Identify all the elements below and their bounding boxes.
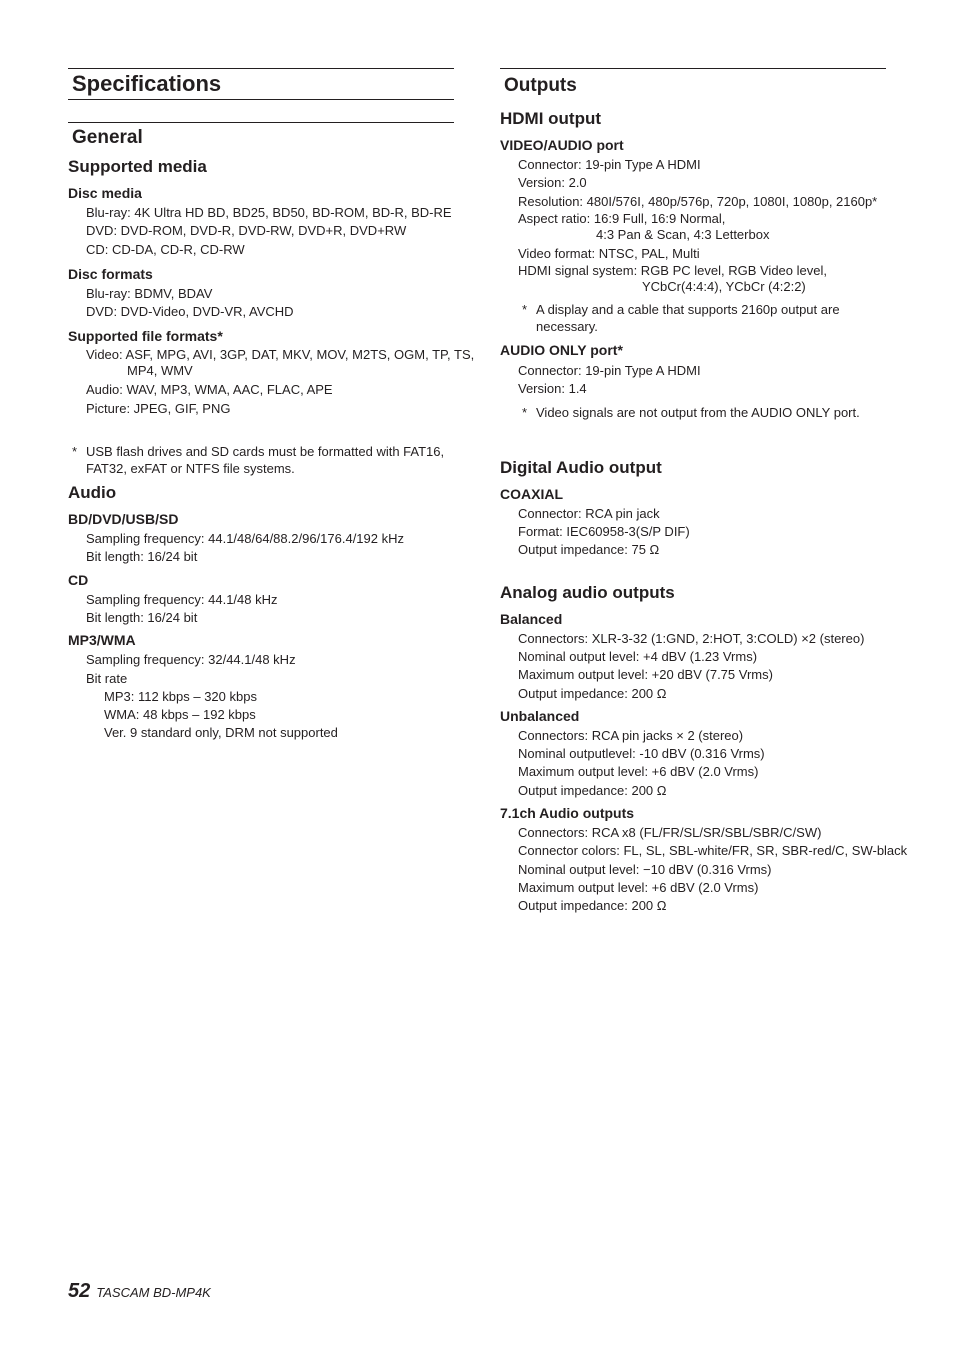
footnote-2160p: [500, 301, 886, 335]
spec-line: Bit length: 16/24 bit: [86, 549, 198, 565]
spec-line: DVD: DVD-ROM, DVD-R, DVD-RW, DVD+R, DVD+RW: [86, 223, 407, 239]
spec-line: DVD: DVD-Video, DVD-VR, AVCHD: [86, 304, 294, 320]
heading-coaxial: COAXIAL: [500, 485, 563, 502]
heading-video-audio-port: VIDEO/AUDIO port: [500, 137, 624, 153]
spec-line: Connectors: RCA x8 (FL/FR/SL/SR/SBL/SBR/C/SW): [518, 825, 822, 841]
heading-analog-audio-outputs: Analog audio outputs: [500, 582, 675, 602]
section-title-general: General: [72, 127, 143, 148]
heading-bd-dvd-usb-sd: BD/DVD/USB/SD: [68, 511, 179, 528]
spec-line: Output impedance: 200 Ω: [518, 685, 667, 701]
spec-line: Aspect ratio: 16:9 Full, 16:9 Normal,: [518, 210, 726, 226]
footnote-mark: *: [72, 444, 78, 460]
spec-line: Video: ASF, MPG, AVI, 3GP, DAT, MKV, MOV, M2TS, OGM, TP, TS,: [86, 347, 475, 363]
spec-line: Connector: RCA pin jack: [518, 505, 660, 521]
heading-mp3-wma: MP3/WMA: [68, 632, 136, 649]
heading-hdmi-output: HDMI output: [500, 109, 602, 128]
spec-line: 4:3 Pan & Scan, 4:3 Letterbox: [596, 226, 770, 242]
heading-disc-media: Disc media: [68, 185, 142, 201]
section-title-outputs: Outputs: [504, 75, 577, 96]
footnote-text: A display and a cable that supports 2160p output are: [536, 302, 840, 318]
footnote-text: FAT32, exFAT or NTFS file systems.: [86, 461, 295, 477]
spec-line: HDMI signal system: RGB PC level, RGB Video level,: [518, 263, 827, 279]
spec-line: YCbCr(4:4:4), YCbCr (4:2:2): [642, 279, 806, 295]
page-number: 52: [68, 1280, 91, 1302]
spec-line: MP4, WMV: [127, 363, 193, 379]
spec-line: Output impedance: 75 Ω: [518, 542, 660, 558]
page-title-bar: [68, 68, 454, 100]
spec-line: Connectors: XLR-3-32 (1:GND, 2:HOT, 3:COLD) ×2 (stereo): [518, 630, 865, 646]
spec-line: Connector colors: FL, SL, SBL-white/FR, SR, SBR-red/C, SW-black: [518, 843, 908, 859]
heading-audio-only-port: AUDIO ONLY port*: [500, 342, 623, 359]
spec-line: Nominal output level: +4 dBV (1.23 Vrms): [518, 648, 758, 664]
spec-line: Audio: WAV, MP3, WMA, AAC, FLAC, APE: [86, 382, 333, 398]
footnote-text: USB flash drives and SD cards must be formatted with FAT16,: [86, 444, 445, 460]
spec-line: Video format: NTSC, PAL, Multi: [518, 245, 700, 261]
footnote-audio-only: [500, 404, 886, 421]
spec-line: Connector: 19-pin Type A HDMI: [518, 157, 701, 172]
spec-line: Resolution: 480I/576I, 480p/576p, 720p, 1080I, 1080p, 2160p*: [518, 193, 878, 209]
spec-subline: WMA: 48 kbps – 192 kbps: [104, 707, 256, 723]
spec-line: Sampling frequency: 44.1/48/64/88.2/96/176.4/192 kHz: [86, 531, 404, 547]
spec-line: Blu-ray: 4K Ultra HD BD, BD25, BD50, BD-ROM, BD-R, BD-RE: [86, 205, 452, 220]
spec-line: Maximum output level: +6 dBV (2.0 Vrms): [518, 764, 759, 780]
heading-cd: CD: [68, 571, 89, 588]
spec-subline: MP3: 112 kbps – 320 kbps: [104, 688, 257, 704]
spec-line: Blu-ray: BDMV, BDAV: [86, 285, 213, 301]
spec-subline: Ver. 9 standard only, DRM not supported: [104, 725, 338, 741]
spec-line: Nominal output level: −10 dBV (0.316 Vrms): [518, 861, 772, 877]
heading-disc-formats: Disc formats: [68, 265, 153, 282]
spec-line: Format: IEC60958-3(S/P DIF): [518, 524, 690, 540]
page-footer: [68, 1280, 211, 1303]
spec-line: Sampling frequency: 32/44.1/48 kHz: [86, 652, 296, 668]
spec-line: Bit length: 16/24 bit: [86, 609, 198, 625]
footnote-text: Video signals are not output from the AUDIO ONLY port.: [536, 404, 860, 420]
left-column: [68, 68, 475, 743]
heading-7-1ch-audio-outputs: 7.1ch Audio outputs: [500, 805, 635, 822]
spec-line: Connector: 19-pin Type A HDMI: [518, 363, 701, 379]
heading-balanced: Balanced: [500, 610, 563, 627]
spec-line: CD: CD-DA, CD-R, CD-RW: [86, 241, 245, 257]
spec-line: Connectors: RCA pin jacks × 2 (stereo): [518, 727, 744, 743]
spec-line: Sampling frequency: 44.1/48 kHz: [86, 591, 278, 607]
footnote-usb: [68, 443, 454, 477]
spec-line: Picture: JPEG, GIF, PNG: [86, 400, 231, 416]
footnote-text: necessary.: [536, 319, 598, 335]
right-column: [500, 68, 908, 916]
heading-audio: Audio: [68, 483, 117, 503]
spec-line: Bit rate: [86, 670, 128, 686]
spec-line: Output impedance: 200 Ω: [518, 782, 667, 798]
heading-unbalanced: Unbalanced: [500, 707, 580, 724]
spec-line: Version: 1.4: [518, 381, 587, 397]
heading-digital-audio-output: Digital Audio output: [500, 457, 662, 477]
heading-supported-file-formats: Supported file formats*: [68, 328, 223, 345]
footnote-mark: *: [522, 302, 528, 318]
general-section-bar: [68, 122, 454, 154]
spec-line: Version: 2.0: [518, 175, 587, 191]
spec-line: Maximum output level: +20 dBV (7.75 Vrms): [518, 667, 773, 683]
heading-supported-media: Supported media: [68, 157, 207, 176]
page-title: Specifications: [72, 71, 222, 96]
spec-line: Maximum output level: +6 dBV (2.0 Vrms): [518, 879, 759, 895]
spec-line: Output impedance: 200 Ω: [518, 898, 667, 914]
outputs-section-bar: [500, 68, 886, 100]
spec-line: Nominal outputlevel: -10 dBV (0.316 Vrms): [518, 746, 765, 762]
footnote-mark: *: [522, 404, 528, 420]
model-name: TASCAM BD-MP4K: [96, 1285, 211, 1300]
